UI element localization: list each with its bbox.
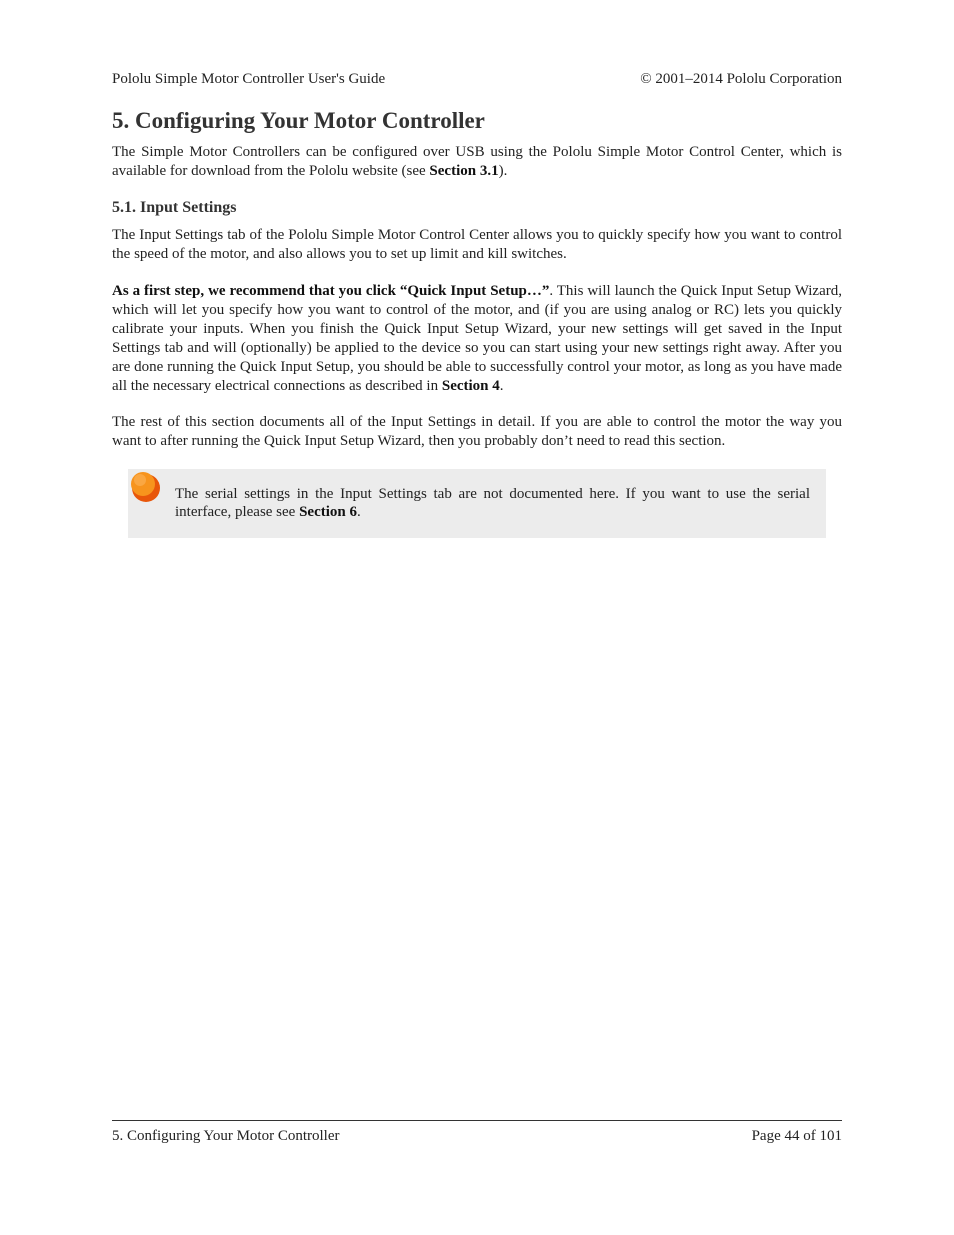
section-title: 5. Configuring Your Motor Controller [112,108,485,133]
quick-setup-text: . This will launch the Quick Input Setup Wizard, which will let you specify how you want to control of the motor, and (if you are using analog or RC) lets you quickly calibrate your inputs. When you finish the Quick Input Setup Wizard, your new settings will get saved in the Input Settings tab and will (optionally) be applied to the device so you can start using your new settings right away. After you are done running the Quick Input Setup, you should be able to successfully control your motor, as long as you have made all the necessary electrical connections as described in [112,283,842,394]
subsection-title: 5.1. Input Settings [112,199,237,216]
running-footer [112,1126,842,1146]
quick-setup-paragraph [112,282,842,396]
footer-page-number: Page 44 of 101 [751,1128,842,1144]
input-settings-paragraph: The Input Settings tab of the Pololu Simple Motor Control Center allows you to quickly specify how you want to control the speed of the motor, and also allows you to set up limit and kill switches. [112,227,842,262]
section-3-1-link[interactable]: Section 3.1 [429,163,499,179]
intro-paragraph [112,143,842,181]
quick-setup-text-end: . [499,378,504,394]
note-text [175,485,810,521]
note-box [128,469,826,538]
header-title: Pololu Simple Motor Controller User's Guide [112,71,386,87]
intro-text: The Simple Motor Controllers can be configured over USB using the Pololu Simple Motor Control Center, which is available for download from the Pololu website (see [112,144,842,179]
intro-text-end: ). [498,163,508,179]
section-4-link[interactable]: Section 4 [441,378,500,394]
orange-note-icon [128,469,162,505]
footer-divider [112,1120,842,1121]
quick-setup-lead: As a first step, we recommend that you click “Quick Input Setup…” [112,283,550,299]
note-text-end: . [357,504,361,520]
header-copyright: © 2001–2014 Pololu Corporation [640,71,842,87]
rest-of-section-paragraph: The rest of this section documents all of the Input Settings in detail. If you are able to control the motor the way you want to after running the Quick Input Setup Wizard, then you probably don’t need to read this section. [112,414,842,449]
note-text-body: The serial settings in the Input Settings tab are not documented here. If you want to use the serial interface, please see [175,486,810,520]
footer-section: 5. Configuring Your Motor Controller [112,1128,340,1144]
running-header [112,69,842,89]
section-6-link[interactable]: Section 6 [299,504,358,520]
